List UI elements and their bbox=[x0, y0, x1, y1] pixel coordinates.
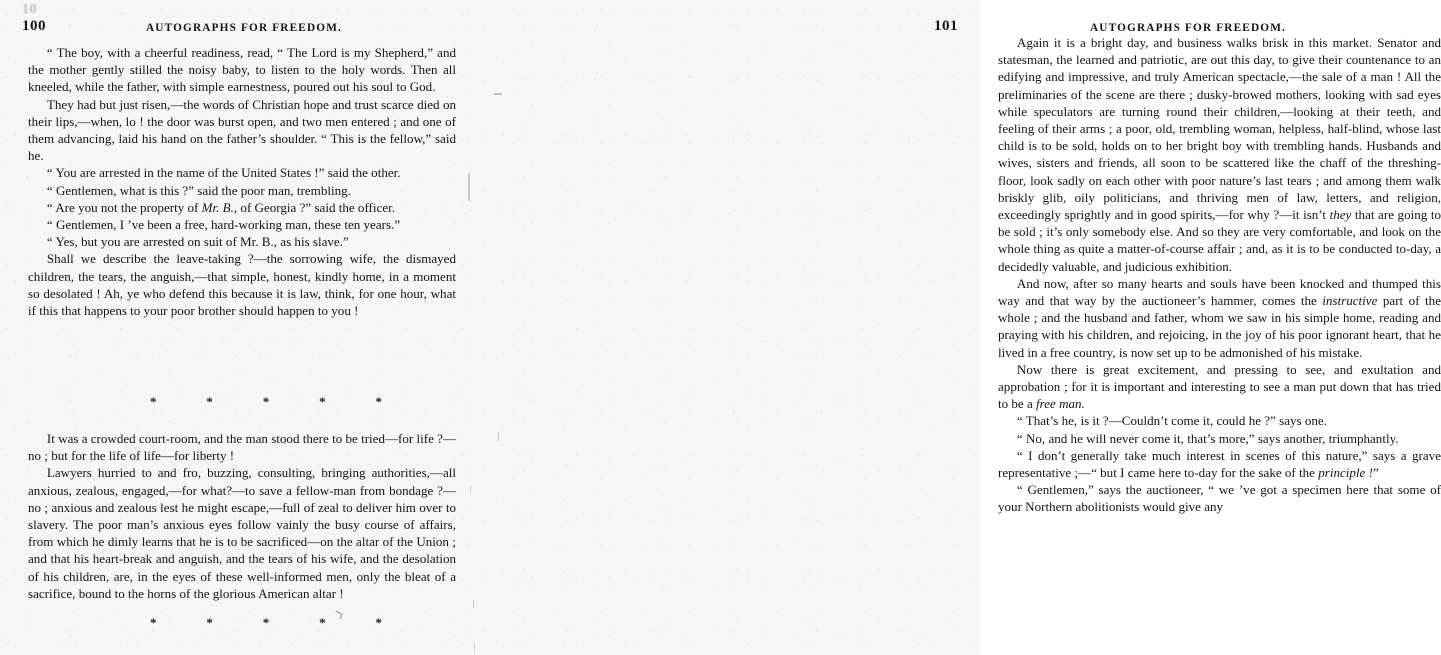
paragraph: “ Yes, but you are arrested on suit of Mr. B., as his slave.” bbox=[46, 234, 349, 250]
asterisk-glyph: * bbox=[319, 615, 326, 630]
asterisk-glyph: * bbox=[206, 394, 213, 409]
italic-run: Mr. B. bbox=[201, 199, 234, 215]
running-head-right: AUTOGRAPHS FOR FREEDOM. bbox=[1090, 22, 1287, 34]
paragraph: It was a crowded court-room, and the man stood there to be tried—for life ?—no ; but for the life of life—for liberty ! bbox=[28, 431, 456, 464]
asterisk-glyph: * bbox=[319, 394, 326, 409]
body-text-block-1 bbox=[28, 44, 456, 319]
paragraph: “ Gentlemen, what is this ?” said the poor man, trembling. bbox=[46, 182, 351, 198]
asterisk-glyph: * bbox=[150, 394, 157, 409]
paragraph: “ Are you not the property of Mr. B., of Georgia ?” said the officer. bbox=[46, 199, 395, 215]
text-column-right bbox=[998, 34, 1441, 516]
asterisk-glyph: * bbox=[375, 394, 382, 409]
page-right bbox=[490, 0, 1441, 655]
paragraph: “ I don’t generally take much interest in scenes of this nature,” says a grave representative ;—“ but I came here to-day for the sake of the principle !” bbox=[998, 447, 1441, 481]
paragraph: “ That’s he, is it ?—Couldn’t come it, could he ?” says one. bbox=[1016, 413, 1327, 429]
paragraph: And now, after so many hearts and souls have been knocked and thumped this way and that way by the auctioneer’s hammer, comes the instructive part of the whole ; and the husband and father, whom we saw in his simple home, reading and praying with his children, and rejoicing, in the joy of his poor ignorant heart, that he lived in a free country, is now set up to be admonished of his mistake. bbox=[998, 275, 1441, 360]
italic-run: they bbox=[1329, 207, 1352, 223]
asterisk-separator-first bbox=[150, 396, 382, 408]
italic-run: instructive bbox=[1322, 293, 1378, 309]
paragraph: “ No, and he will never come it, that’s more,” says another, triumphantly. bbox=[1016, 430, 1399, 446]
text-column-left bbox=[28, 44, 456, 319]
asterisk-glyph: * bbox=[262, 394, 270, 409]
body-text-block-3 bbox=[998, 34, 1441, 516]
page-number-right: 101 bbox=[934, 18, 958, 34]
paragraph: “ Gentlemen, I ’ve been a free, hard-working man, these ten years.” bbox=[46, 217, 401, 233]
paragraph: “ You are arrested in the name of the United States !” said the other. bbox=[46, 165, 401, 181]
paragraph: They had but just risen,—the words of Christian hope and trust scarce died on their lips,—when, lo ! the door was burst open, and two men entered ; and one of them advancing, laid his hand on the father’s shoulder. “ This is the fellow,” said he. bbox=[28, 96, 456, 164]
italic-run: free man. bbox=[1036, 396, 1085, 412]
paragraph: Again it is a bright day, and business walks brisk in this market. Senator and statesman, the learned and patriotic, are out this day, to give their countenance to an edifying and impressive, and truly American spectacle,—the sale of a man ! All the preliminaries of the scene are there ; dusky-browed mothers, looking with sad eyes while speculators are turning round their children,—looking at their teeth, and feeling of their arms ; a poor, old, trembling woman, helpless, half-blind, whose last child is to be sold, holds on to her bright boy with trembling hands. Husbands and wives, sisters and friends, all soon to be scattered like the chaff of the threshing-floor, look sadly on each other with poor nature’s last tears ; and among them walk briskly glib, oily politicians, and thriving men of law, letters, and religion, exceedingly sprightly and in good spirits,—for why ?—it isn’t they that are going to be sold ; it’s only somebody else. And so they are very comfortable, and look on the whole thing as quite a matter-of-course affair ; and, as it is to be conducted to-day, a decidedly valuable, and judicious exhibition. bbox=[998, 35, 1441, 274]
folio-ghost-bleedthrough: 10 bbox=[22, 2, 37, 17]
asterisk-glyph: * bbox=[262, 615, 270, 630]
asterisk-glyph: * bbox=[375, 615, 382, 630]
asterisk-separator-second bbox=[150, 617, 382, 629]
text-column-left-lower bbox=[28, 430, 456, 602]
running-head-left: AUTOGRAPHS FOR FREEDOM. bbox=[146, 22, 343, 34]
page-left bbox=[0, 0, 490, 655]
page-number-left: 100 bbox=[22, 18, 46, 34]
paragraph: Now there is great excitement, and pressing to see, and exultation and approbation ; for it is important and interesting to see a man put down that has tried to be a free man. bbox=[998, 361, 1441, 412]
paragraph: “ The boy, with a cheerful readiness, read, “ The Lord is my Shepherd,” and the mother gently stilled the noisy baby, to listen to the holy words. Then all kneeled, while the father, with simple earnestness, poured out his soul to God. bbox=[28, 45, 456, 95]
paragraph: “ Gentlemen,” says the auctioneer, “ we ’ve got a specimen here that some of your Northern abolitionists would give any bbox=[998, 482, 1441, 515]
paragraph: Shall we describe the leave-taking ?—the sorrowing wife, the dismayed children, the tears, the anguish,—that simple, honest, kindly home, in a moment so desolated ! Ah, ye who defend this because it is law, think, for one hour, what if this that happens to your poor brother should happen to you ! bbox=[28, 251, 456, 319]
asterisk-glyph: * bbox=[150, 615, 157, 630]
asterisk-glyph: * bbox=[206, 615, 213, 630]
body-text-block-2 bbox=[28, 430, 456, 602]
paragraph: Lawyers hurried to and fro, buzzing, consulting, bringing authorities,—all anxious, zealous, engaged,—for what?—to save a fellow-man from bondage ?—no ; anxious and zealous lest he might escape,—full of zeal to deliver him over to slavery. The poor man’s anxious eyes follow vainly the busy course of affairs, from which he dimly learns that he is to be sacrificed—on the altar of the Union ; and that his heart-break and anguish, and the tears of his wife, and the desolation of his children, are, in the eyes of these well-informed men, only the bleat of a sacrifice, bound to the horns of the glorious American altar ! bbox=[28, 465, 456, 601]
italic-run: principle ! bbox=[1318, 465, 1373, 481]
